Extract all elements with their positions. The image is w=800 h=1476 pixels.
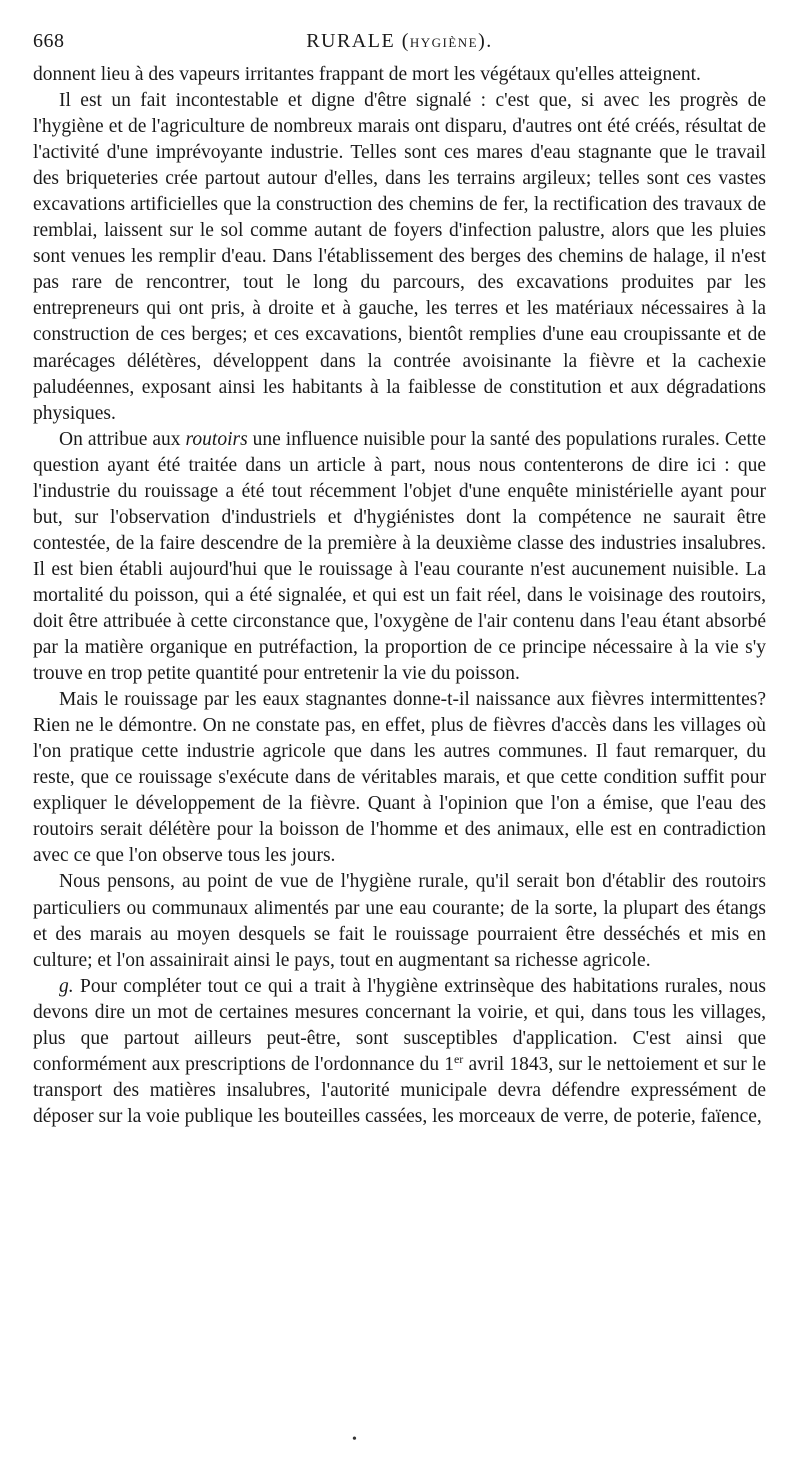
paragraph <box>33 88 766 427</box>
text-segment: donnent lieu à des vapeurs irritantes frappant de mort les végétaux qu'elles atteignent. <box>33 64 701 85</box>
text-segment: Pour compléter tout ce qui a trait à l'hygiène extrinsèque des habitations rurales, nous devons dire un mot de certaines mesures concernant la voirie, et qui, dans tous les villages, plus que partout ailleurs peut-être, sont susceptibles d'application. C'est ainsi que conformément aux prescriptions de l'ordonnance du 1 <box>33 975 766 1075</box>
text-segment: avril 1843, sur le nettoiement et sur le transport des matières insalubres, l'autorité municipale devra défendre expressément de déposer sur la voie publique les bouteilles cassées, les morceaux de verre, de poterie, faïence, <box>33 1053 766 1127</box>
paragraph <box>33 62 766 88</box>
footer-mark: • <box>352 1432 357 1447</box>
paragraph <box>33 974 766 1130</box>
page-number: 668 <box>33 30 65 52</box>
superscript-text: er <box>453 1051 464 1066</box>
running-head-paren-open: ( <box>395 30 410 52</box>
page-header <box>33 30 766 54</box>
running-head-title: RURALE <box>306 30 396 52</box>
paragraph <box>33 427 766 687</box>
text-segment: Nous pensons, au point de vue de l'hygiène rurale, qu'il serait bon d'établir des routoirs particuliers ou communaux alimentés par une eau courante; de la sorte, la plupart des étangs et des marais au moyen desquels se fait le rouissage pourraient être desséchés et mis en culture; et l'on assainirait ainsi le pays, tout en augmentant sa richesse agricole. <box>33 871 766 971</box>
running-head <box>33 30 766 53</box>
running-head-paren-close: ). <box>478 30 493 52</box>
italic-text: g. <box>59 975 74 997</box>
text-segment: une influence nuisible pour la santé des populations rurales. Cette question ayant été traitée dans un article à part, nous nous contenterons de dire ici : que l'industrie du rouissage a été tout récemment l'objet d'une enquête ministérielle ayant pour but, sur l'observation d'industriels et d'hygiénistes dont la compétence ne saurait être contestée, de la faire descendre de la première à la deuxième classe des industries insalubres. Il est bien établi aujourd'hui que le rouissage à l'eau courante n'est aucunement nuisible. La mortalité du poisson, qui a été signalée, et qui est un fait réel, dans le voisinage des routoirs, doit être attribuée à cette circonstance que, l'oxygène de l'air contenu dans l'eau étant absorbé par la matière organique en putréfaction, la proportion de ce principe nécessaire à la vie s'y trouve en trop petite quantité pour entretenir la vie du poisson. <box>33 428 766 685</box>
text-segment: Il est un fait incontestable et digne d'être signalé : c'est que, si avec les progrès de l'hygiène et de l'agriculture de nombreux marais ont disparu, d'autres ont été créés, résultat de l'activité d'une imprévoyante industrie. Telles sont ces mares d'eau stagnante que le travail des briqueteries crée partout autour d'elles, dans les terrains argileux; telles sont ces vastes excavations artificielles que la construction des chemins de fer, la rectification des travaux de remblai, laissent sur le sol comme autant de foyers d'infection palustre, alors que les pluies sont venues les remplir d'eau. Dans l'établissement des berges des chemins de halage, il n'est pas rare de rencontrer, tout le long du parcours, des excavations produites par les entrepreneurs qui ont pris, à droite et à gauche, les terres et les matériaux nécessaires à la construction de ces berges; et ces excavations, bientôt remplies d'une eau croupissante et de marécages délétères, développent dans la contrée avoisinante la fièvre et la cachexie paludéennes, exposant ainsi les habitants à la faiblesse de constitution et aux dégradations physiques. <box>33 90 766 424</box>
italic-text: routoirs <box>185 428 248 450</box>
paragraph <box>33 687 766 869</box>
paragraph <box>33 869 766 973</box>
body-text <box>33 62 766 1130</box>
running-head-subtitle: HYGIÈNE <box>409 35 479 50</box>
text-segment: Mais le rouissage par les eaux stagnantes donne-t-il naissance aux fièvres intermittentes? Rien ne le démontre. On ne constate pas, en effet, plus de fièvres d'accès dans les villages où l'on pratique cette industrie agricole que dans les autres communes. Il faut remarquer, du reste, que ce rouissage s'exécute dans de véritables marais, et que cette condition suffit pour expliquer le développement de la fièvre. Quant à l'opinion que l'on a émise, que l'eau des routoirs serait délétère pour la boisson de l'homme et des animaux, elle est en contradiction avec ce que l'on observe tous les jours. <box>33 689 766 867</box>
text-segment: On attribue aux <box>59 428 186 450</box>
